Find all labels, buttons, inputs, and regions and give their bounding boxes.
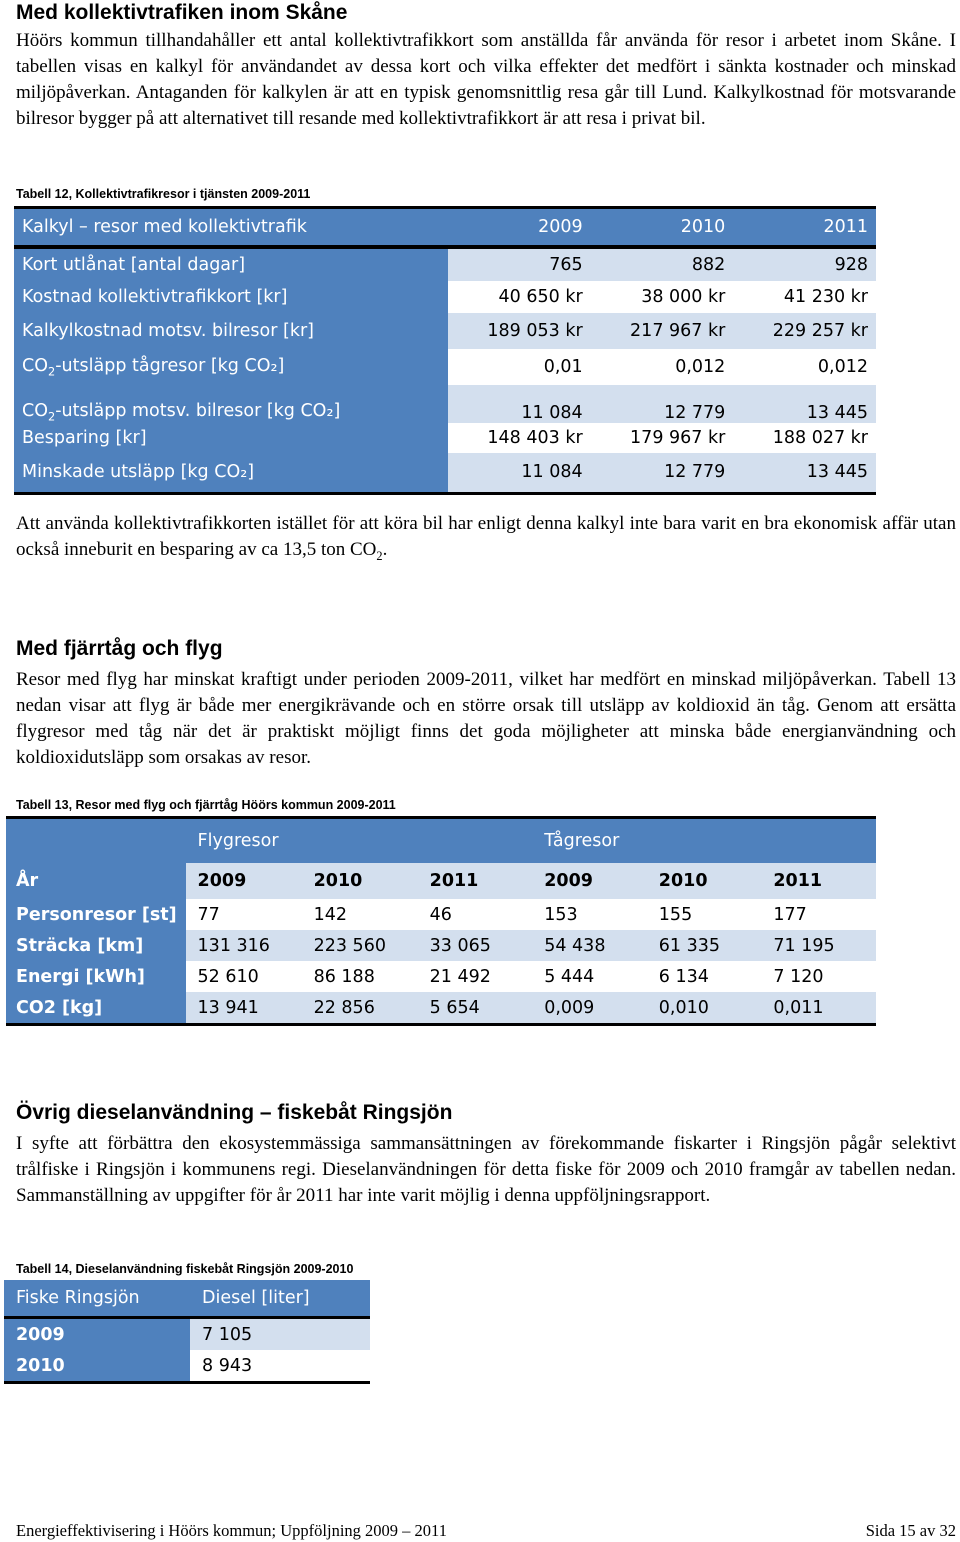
cell: 177 [761, 899, 876, 930]
cell: 928 [733, 247, 876, 281]
table-row [6, 992, 876, 1025]
empty-header-cell [6, 818, 186, 864]
table-13-flyg-tag [6, 816, 876, 1026]
row-label: Minskade utsläpp [kg CO₂] [14, 453, 448, 493]
cell: 131 316 [186, 930, 302, 961]
text-part: . [382, 539, 388, 560]
cell: 189 053 kr [448, 313, 591, 349]
section-title-diesel: Övrig dieselanvändning – fiskebåt Ringsjön [16, 1101, 453, 1124]
cell: 148 403 kr [448, 423, 591, 453]
table-14-header-row [4, 1280, 370, 1318]
cell: 0,011 [761, 992, 876, 1025]
cell: 13 445 [733, 453, 876, 493]
cell: 13 445 [733, 385, 876, 423]
table-12-caption: Tabell 12, Kollektivtrafikresor i tjänsten 2009-2011 [16, 187, 311, 201]
table-14-caption: Tabell 14, Dieselanvändning fiskebåt Ringsjön 2009-2010 [16, 1262, 354, 1276]
cell: 5 444 [532, 961, 647, 992]
cell: 229 257 kr [733, 313, 876, 349]
row-label: CO2 [kg] [6, 992, 186, 1025]
cell: 77 [186, 899, 302, 930]
cell: 38 000 kr [591, 281, 734, 313]
row-label: 2010 [4, 1350, 190, 1383]
cell: 0,009 [532, 992, 647, 1025]
table-row [14, 313, 876, 349]
cell: 52 610 [186, 961, 302, 992]
cell: 223 560 [302, 930, 418, 961]
table-12-header-label: Kalkyl – resor med kollektivtrafik [14, 208, 448, 248]
cell: 2011 [761, 863, 876, 899]
table-row [6, 899, 876, 930]
cell: 179 967 kr [591, 423, 734, 453]
row-label [14, 349, 448, 385]
cell: 7 105 [190, 1318, 370, 1351]
cell: 86 188 [302, 961, 418, 992]
cell: 40 650 kr [448, 281, 591, 313]
section-title-kollektivtrafik: Med kollektivtrafiken inom Skåne [16, 1, 348, 24]
table-row [14, 349, 876, 385]
row-label: År [6, 863, 186, 899]
paragraph-kollektivtrafik-summary [16, 511, 956, 569]
cell: 6 134 [647, 961, 762, 992]
cell: 61 335 [647, 930, 762, 961]
header-fiske-ringsjon: Fiske Ringsjön [4, 1280, 190, 1318]
row-label: Sträcka [km] [6, 930, 186, 961]
table-row [14, 247, 876, 281]
cell: 0,012 [733, 349, 876, 385]
table-row [14, 385, 876, 423]
paragraph-fjarrtag-flyg: Resor med flyg har minskat kraftigt under perioden 2009-2011, vilket har medfört en minskad miljöpåverkan. Tabell 13 nedan visar att flyg är både mer energikrävande och en större orsak till utsläpp av koldioxid än tåg. Genom att ersätta flygresor med tåg när det är praktiskt möjligt finns det goda möjligheter att minska både energianvändning och koldioxidutsläpp som orsakas av resor. [16, 669, 956, 768]
cell: 882 [591, 247, 734, 281]
table-row [4, 1350, 370, 1383]
table-12-kollektivtrafik [14, 206, 876, 495]
cell: 21 492 [418, 961, 533, 992]
paragraph-diesel: I syfte att förbättra den ekosystemmässiga sammansättningen av förekommande fiskarter i Ringsjön pågår selektivt trålfiske i Ringsjön i kommunens regi. Dieselanvändningen för detta fiske för 2009 och 2010 framgår av tabellen nedan. Sammanställning av uppgifter för år 2011 har inte varit möjlig i denna uppföljningsrapport. [16, 1133, 956, 1206]
cell: 765 [448, 247, 591, 281]
row-label: Kort utlånat [antal dagar] [14, 247, 448, 281]
cell: 33 065 [418, 930, 533, 961]
table-row [6, 961, 876, 992]
label-part: -utsläpp tågresor [kg CO₂] [55, 355, 285, 376]
cell: 11 084 [448, 453, 591, 493]
cell: 46 [418, 899, 533, 930]
cell: 13 941 [186, 992, 302, 1025]
header-diesel: Diesel [liter] [190, 1280, 370, 1318]
cell: 12 779 [591, 453, 734, 493]
footer-page-number: Sida 15 av 32 [865, 1521, 956, 1540]
table-14-diesel [4, 1280, 370, 1384]
cell: 2011 [418, 863, 533, 899]
table-row [14, 281, 876, 313]
section-title-fjarrtag-flyg: Med fjärrtåg och flyg [16, 637, 223, 660]
group-header-tagresor: Tågresor [532, 818, 876, 864]
cell: 12 779 [591, 385, 734, 423]
table-row [6, 930, 876, 961]
cell: 0,010 [647, 992, 762, 1025]
cell: 2010 [647, 863, 762, 899]
footer-document-title: Energieffektivisering i Höörs kommun; Uppföljning 2009 – 2011 [16, 1521, 447, 1540]
cell: 41 230 kr [733, 281, 876, 313]
group-header-flygresor: Flygresor [186, 818, 533, 864]
cell: 8 943 [190, 1350, 370, 1383]
paragraph-kollektivtrafik-intro: Höörs kommun tillhandahåller ett antal kollektivtrafikkort som anställda får använda för resor i arbetet inom Skåne. I tabellen visas en kalkyl för användandet av dessa kort och vilka effekter det medfört i sänkta kostnader och minskad miljöpåverkan. Antaganden för kalkylen är att en typisk genomsnittlig resa går till Lund. Kalkylkostnad för motsvarande bilresor bygger på att alternativet till resande med kollektivtrafikkort är att resa i privat bil. [16, 30, 956, 129]
table-12-year: 2011 [733, 208, 876, 248]
cell: 0,01 [448, 349, 591, 385]
label-part: -utsläpp motsv. bilresor [kg CO₂] [55, 400, 341, 421]
cell: 22 856 [302, 992, 418, 1025]
table-row [14, 423, 876, 453]
label-part: CO [22, 355, 48, 376]
table-12-year: 2010 [591, 208, 734, 248]
label-subscript: 2 [48, 364, 56, 379]
table-row [14, 453, 876, 493]
row-label: Energi [kWh] [6, 961, 186, 992]
cell: 54 438 [532, 930, 647, 961]
cell: 0,012 [591, 349, 734, 385]
cell: 71 195 [761, 930, 876, 961]
cell: 5 654 [418, 992, 533, 1025]
table-13-year-row [6, 863, 876, 899]
cell: 2009 [532, 863, 647, 899]
table-12-year: 2009 [448, 208, 591, 248]
cell: 217 967 kr [591, 313, 734, 349]
cell: 155 [647, 899, 762, 930]
label-part: CO [22, 400, 48, 421]
table-row [4, 1318, 370, 1351]
text-subscript: 2 [376, 548, 383, 563]
row-label: Kalkylkostnad motsv. bilresor [kr] [14, 313, 448, 349]
row-label: Besparing [kr] [14, 423, 448, 453]
cell: 11 084 [448, 385, 591, 423]
row-label [14, 385, 448, 423]
label-subscript: 2 [48, 409, 56, 423]
cell: 142 [302, 899, 418, 930]
text-part: Att använda kollektivtrafikkorten istället för att köra bil har enligt denna kalkyl inte bara varit en bra ekonomisk affär utan också inneburit en besparing av ca 13,5 ton CO [16, 513, 956, 560]
cell: 2009 [186, 863, 302, 899]
table-13-caption: Tabell 13, Resor med flyg och fjärrtåg Höörs kommun 2009-2011 [16, 798, 396, 812]
row-label: 2009 [4, 1318, 190, 1351]
row-label: Personresor [st] [6, 899, 186, 930]
row-label: Kostnad kollektivtrafikkort [kr] [14, 281, 448, 313]
table-13-group-row [6, 818, 876, 864]
cell: 2010 [302, 863, 418, 899]
cell: 153 [532, 899, 647, 930]
cell: 188 027 kr [733, 423, 876, 453]
cell: 7 120 [761, 961, 876, 992]
